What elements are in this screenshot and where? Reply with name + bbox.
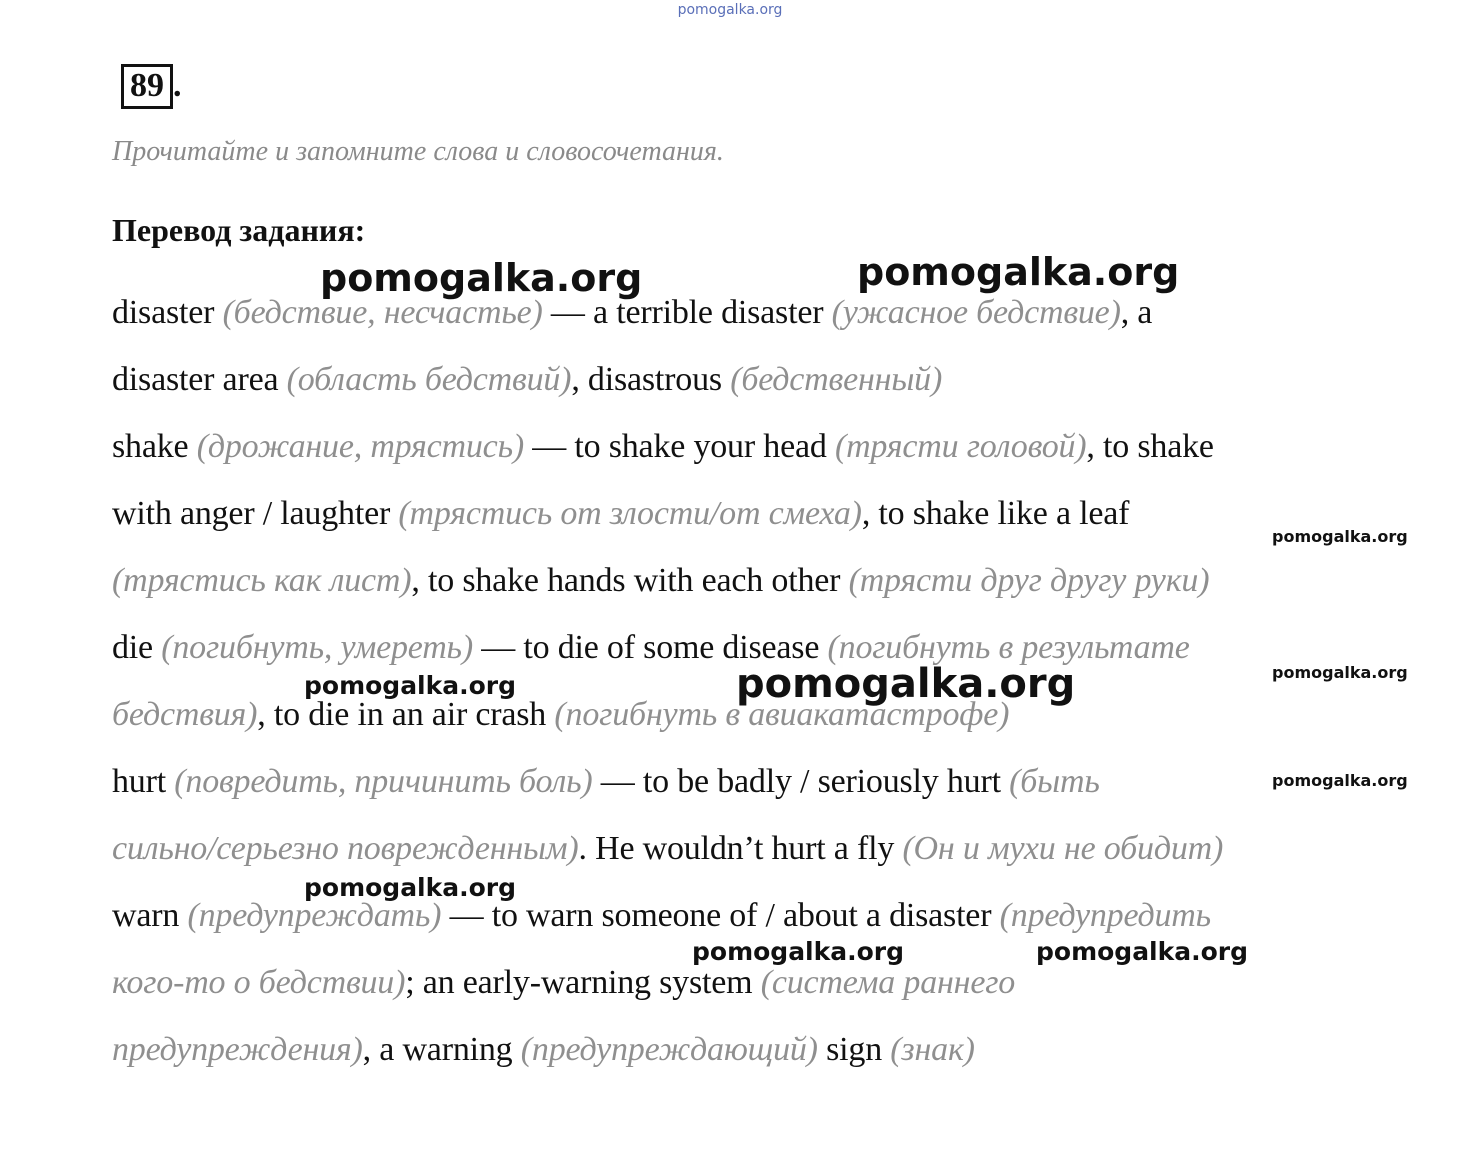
english-text: warn	[112, 897, 188, 934]
english-text: , disastrous	[571, 361, 731, 398]
vocab-line	[112, 763, 1100, 801]
english-text: ; an early-warning system	[405, 964, 761, 1001]
english-text: with anger / laughter	[112, 495, 399, 532]
russian-translation: (бедствие, несчастье)	[222, 294, 543, 331]
translation-heading: Перевод задания:	[112, 212, 366, 248]
english-text: — a terrible disaster	[542, 294, 832, 331]
russian-translation: (трясти друг другу руки)	[848, 562, 1210, 599]
russian-translation: предупреждения)	[112, 1031, 363, 1068]
english-text: , to shake	[1086, 428, 1214, 465]
watermark: pomogalka.org	[857, 250, 1180, 294]
russian-translation: (знак)	[890, 1031, 975, 1068]
exercise-number-box: 89	[121, 64, 173, 109]
russian-translation: (ужасное бедствие)	[831, 294, 1121, 331]
site-link-top[interactable]: pomogalka.org	[677, 2, 783, 18]
russian-translation: (повредить, причинить боль)	[174, 763, 593, 800]
english-text: — to die of some disease	[472, 629, 828, 666]
russian-translation: (погибнуть, умереть)	[161, 629, 473, 666]
russian-translation: (бедственный)	[730, 361, 943, 398]
english-text: , a warning	[362, 1031, 521, 1068]
russian-translation: (трястись от злости/от смеха)	[398, 495, 862, 532]
watermark: pomogalka.org	[1036, 937, 1249, 966]
english-text: hurt	[112, 763, 175, 800]
watermark: pomogalka.org	[1272, 771, 1408, 790]
english-text: , to die in an air crash	[257, 696, 555, 733]
vocab-line	[112, 495, 1129, 533]
exercise-instruction: Прочитайте и запомните слова и словосочетания.	[112, 136, 724, 167]
english-text: . He wouldn’t hurt a fly	[578, 830, 903, 867]
watermark: pomogalka.org	[304, 671, 517, 700]
english-text: — to shake your head	[523, 428, 835, 465]
russian-translation: кого-то о бедствии)	[112, 964, 406, 1001]
vocab-line	[112, 897, 1211, 935]
english-text: , to shake like a leaf	[861, 495, 1130, 532]
vocab-line	[112, 562, 1209, 600]
russian-translation: (предупредить	[999, 897, 1211, 934]
russian-translation: (погибнуть в результате	[827, 629, 1190, 666]
russian-translation: (дрожание, трястись)	[196, 428, 524, 465]
watermark: pomogalka.org	[692, 937, 905, 966]
watermark: pomogalka.org	[320, 256, 643, 300]
watermark: pomogalka.org	[304, 873, 517, 902]
vocab-line	[112, 830, 1223, 868]
watermark: pomogalka.org	[736, 661, 1076, 707]
vocab-line	[112, 964, 1015, 1002]
english-text: , to shake hands with each other	[411, 562, 849, 599]
russian-translation: (трясти головой)	[834, 428, 1087, 465]
english-text: die	[112, 629, 162, 666]
russian-translation: бедствия)	[112, 696, 258, 733]
vocab-line	[112, 428, 1214, 466]
russian-translation: (область бедствий)	[286, 361, 572, 398]
russian-translation: (погибнуть в авиакатастрофе)	[554, 696, 1010, 733]
watermark: pomogalka.org	[1272, 663, 1408, 682]
exercise-number-dot: .	[173, 67, 182, 104]
vocab-line	[112, 1031, 975, 1069]
english-text: disaster area	[112, 361, 287, 398]
russian-translation: сильно/серьезно поврежденным)	[112, 830, 579, 867]
english-text: — to warn someone of / about a disaster	[441, 897, 1000, 934]
russian-translation: (предупреждать)	[187, 897, 442, 934]
english-text: — to be badly / seriously hurt	[592, 763, 1010, 800]
russian-translation: (трястись как лист)	[112, 562, 412, 599]
english-text: shake	[112, 428, 197, 465]
russian-translation: (Он и мухи не обидит)	[902, 830, 1224, 867]
russian-translation: (быть	[1009, 763, 1100, 800]
english-text: disaster	[112, 294, 223, 331]
russian-translation: (система раннего	[760, 964, 1016, 1001]
english-text: , a	[1120, 294, 1153, 331]
exercise-number	[121, 64, 182, 109]
russian-translation: (предупреждающий)	[520, 1031, 818, 1068]
english-text: sign	[817, 1031, 891, 1068]
watermark: pomogalka.org	[1272, 527, 1408, 546]
vocab-line	[112, 361, 942, 399]
